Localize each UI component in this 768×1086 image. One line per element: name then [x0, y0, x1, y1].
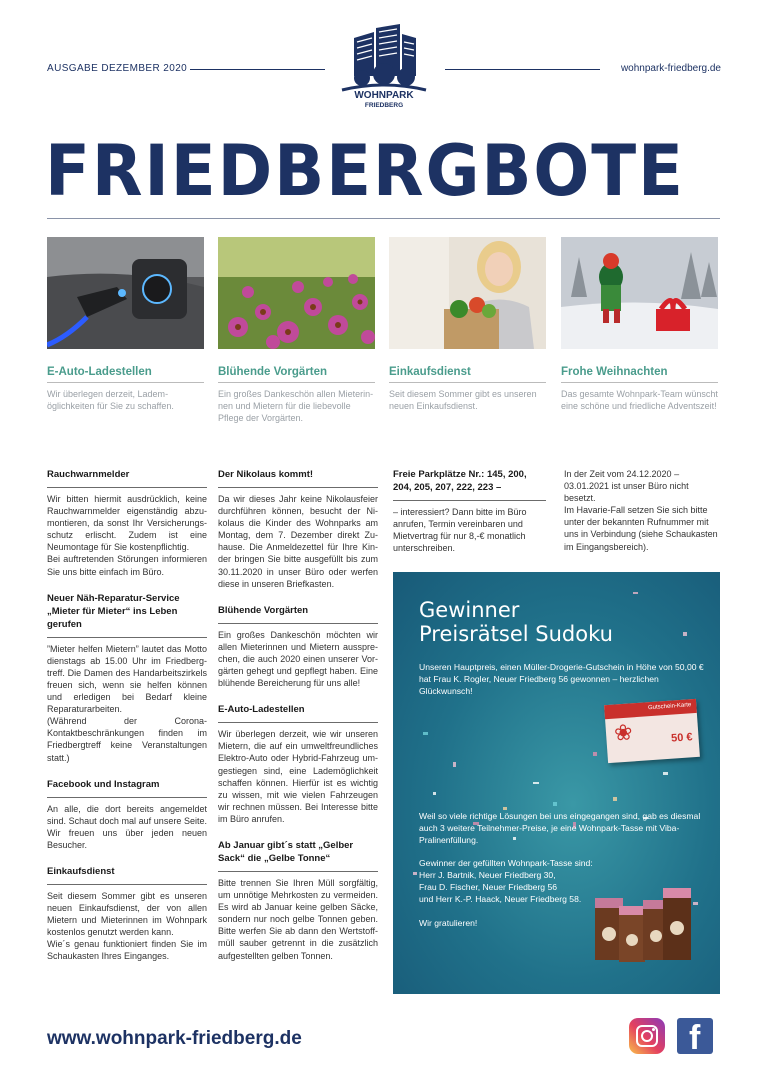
logo-text-friedberg: FRIEDBERG	[364, 102, 404, 109]
article-text: Da wir dieses Jahr keine Nikolausfeier durchführen können, besucht der Nikolaus die Kinder des Wohnparks am Montag, dem 7. Dezember direkt Zuhause. Die Anmeldezettel für Ihre Kinder bringen Sie bitte ausgefüllt bis zum 30.11.2020 in unser Büro oder werfen diese in unseren Briefkasten.	[218, 494, 378, 589]
category-rule	[47, 382, 204, 383]
facebook-icon-glyph: f	[689, 1019, 701, 1054]
article-ev-charging	[218, 703, 378, 825]
article-yellow-bin	[218, 839, 378, 962]
article-shopping-service	[47, 865, 207, 963]
newspaper-title: FRIEDBERGBOTE	[45, 130, 685, 212]
promo-congrats: Wir gratulieren!	[419, 918, 478, 928]
promo-more-winners: Weil so viele richtige Lösungen bei uns eingegangen sind, gab es diesmal auch 3 weitere Teilnehmer-Preise, je eine Wohnpark-Tasse mit Viba-Pralinenfüllung.	[419, 811, 701, 845]
voucher-value: 50 €	[670, 731, 693, 745]
article-text: Ein großes Dankeschön möchten wir allen Mieterinnen und Mietern aussprechen, die auch 2020 einen unserer Vorgärten gehegt und gepflegt haben. Eine blühende Bereicherung für uns alle!	[218, 629, 378, 689]
promo-title-line2: Preisrätsel Sudoku	[419, 622, 613, 646]
article-nikolaus	[218, 468, 378, 590]
voucher-label: Gutschein-Karte	[604, 699, 697, 719]
article-text: – interessiert? Dann bitte im Büro anrufen, Termin vereinbaren und Mietvertrag für nur 8,-€ monatlich unterschreiben.	[393, 507, 527, 554]
article-column-1	[47, 468, 207, 977]
article-heading: E-Auto-Ladestellen	[218, 703, 378, 723]
article-heading: Freie Parkplätze Nr.: 145, 200, 204, 205, 207, 222, 223 –	[393, 468, 546, 501]
article-gardens	[218, 604, 378, 689]
article-heading: Der Nikolaus kommt!	[218, 468, 378, 488]
article-sewing-service	[47, 592, 207, 764]
article-parking	[393, 468, 546, 568]
category-title-ev: E-Auto-Ladestellen	[47, 366, 152, 378]
article-heading: Einkaufsdienst	[47, 865, 207, 885]
header-rule-right	[445, 69, 600, 70]
shopping-woman-photo	[389, 237, 546, 349]
promo-winner-1: Herr J. Bartnik, Neuer Friedberg 30,	[419, 870, 556, 880]
article-text: ”Mieter helfen Mietern” lautet das Motto dienstags ab 15.00 Uhr im Friedbergtreff. Die Damen des Handarbeitszirkels freuen sich, wenn sie helfen können und erledigen bei Bedarf kleine Reparaturarbeiten. (Während der Corona-Kontaktbeschränkungen finden im Friedbergtreff keine Veranstaltungen statt.)	[47, 643, 207, 763]
promo-winner-3: und Herr K.-P. Haack, Neuer Friedberg 58.	[419, 894, 582, 904]
category-title-gardens: Blühende Vorgärten	[218, 366, 328, 378]
ev-charging-photo	[47, 237, 204, 349]
category-rule	[389, 382, 546, 383]
category-title-shopping: Einkaufsdienst	[389, 366, 471, 378]
title-rule	[47, 218, 720, 219]
gift-bow-icon: ❀	[613, 719, 634, 746]
article-smoke-detectors	[47, 468, 207, 578]
promo-winners-intro: Gewinner der gefüllten Wohnpark-Tasse sind:	[419, 858, 593, 868]
article-text: Bitte trennen Sie Ihren Müll sorgfältig, um unnötige Mehrkosten zu vermeiden. Es wird ab Januar keine gelben Säcke, sondern nur noch gelbe Tonnen geben. Bitte werfen Sie ab dann den Wertstoffmüll sauber getrennt in die zusätzlich aufgestellten gelben Tonnen.	[218, 877, 378, 961]
voucher-card	[604, 699, 700, 763]
instagram-icon-dot	[652, 1028, 655, 1031]
promo-title-line1: Gewinner	[419, 598, 520, 622]
instagram-icon-lens	[641, 1030, 653, 1042]
article-heading: Rauchwarnmelder	[47, 468, 207, 488]
category-rule	[218, 382, 375, 383]
header-website-link[interactable]: wohnpark-friedberg.de	[620, 63, 721, 74]
category-desc-ev: Wir überlegen derzeit, Lademöglichkeiten für Sie zu schaffen.	[47, 389, 174, 411]
category-desc-christmas: Das gesamte Wohnpark-Team wünscht eine schöne und friedliche Adventszeit!	[561, 389, 718, 411]
instagram-icon[interactable]	[629, 1018, 665, 1054]
article-heading: Ab Januar gibt´s statt „Gelber Sack“ die „Gelbe Tonne“	[218, 839, 378, 872]
flowers-photo	[218, 237, 375, 349]
promo-winner-2: Frau D. Fischer, Neuer Friedberg 56	[419, 882, 558, 892]
logo-text-wohnpark: WOHNPARK	[354, 90, 414, 101]
article-text: Seit diesem Sommer gibt es unseren neuen Einkaufsdienst, der von allen Mietern und Mieterinnen im Wohnpark kostenlos genutzt werden kann. Wie´s genau funktioniert finden Sie im Schaukasten Ihres Einganges.	[47, 890, 207, 962]
category-desc-shopping: Seit diesem Sommer gibt es unseren neuen Einkaufsdienst.	[389, 389, 537, 411]
article-heading: Blühende Vorgärten	[218, 604, 378, 624]
article-column-2	[218, 468, 378, 976]
article-social-media	[47, 778, 207, 851]
category-desc-gardens: Ein großes Dankeschön allen Mieterinnen und Mietern für die liebevolle Pflege der Vorgärten.	[218, 389, 374, 423]
christmas-photo	[561, 237, 718, 349]
article-text: An alle, die dort bereits angemeldet sind. Schaut doch mal auf unsere Seite. Wir freuen uns über jeden neuen Besucher.	[47, 803, 207, 850]
category-rule	[561, 382, 718, 383]
sudoku-winner-box	[393, 572, 720, 994]
article-heading: Neuer Näh-Reparatur-Service „Mieter für Mieter“ ins Leben gerufen	[47, 592, 207, 638]
header-rule-left	[190, 69, 325, 70]
footer-website-link[interactable]: www.wohnpark-friedberg.de	[47, 1028, 302, 1049]
promo-intro: Unseren Hauptpreis, einen Müller-Drogerie-Gutschein in Höhe von 50,00 € hat Frau K. Rogler, Neuer Friedberg 56 gewonnen – herzlichen Glückwunsch!	[419, 662, 704, 696]
praline-boxes-image	[593, 884, 693, 964]
wohnpark-logo	[338, 24, 430, 116]
article-text: In der Zeit vom 24.12.2020 – 03.01.2021 ist unser Büro nicht besetzt. Im Havarie-Fall setzen Sie sich bitte unter der bekannten Rufnummer mit uns in Verbindung (siehe Schaukasten im Eingangsbereich).	[564, 469, 718, 552]
edition-label: AUSGABE DEZEMBER 2020	[47, 63, 188, 74]
article-office-closed	[564, 468, 721, 567]
category-title-christmas: Frohe Weihnachten	[561, 366, 668, 378]
article-text: Wir bitten hiermit ausdrücklich, keine Rauchwarnmelder eigenständig abzumontieren, da sonst Ihr Versicherungsschutz erlischt. Zudem ist eine Neumontage für Sie kostenpflichtig. Bei auftretenden Störungen informieren Sie uns bitte einfach im Büro.	[47, 494, 207, 577]
article-text: Wir überlegen derzeit, wie wir unseren Mietern, die auf ein umweltfreundliches Elektro-Auto oder Hybrid-Fahrzeug umgestiegen sind, eine Lademöglichkeit schaffen können. Hierfür ist es wichtig zu wissen, mit wie vielen Fahrzeugen wir rechnen müssen. Bei Interesse bitte im Büro anrufen.	[218, 729, 378, 824]
article-heading: Facebook und Instagram	[47, 778, 207, 798]
facebook-icon[interactable]	[677, 1018, 713, 1054]
